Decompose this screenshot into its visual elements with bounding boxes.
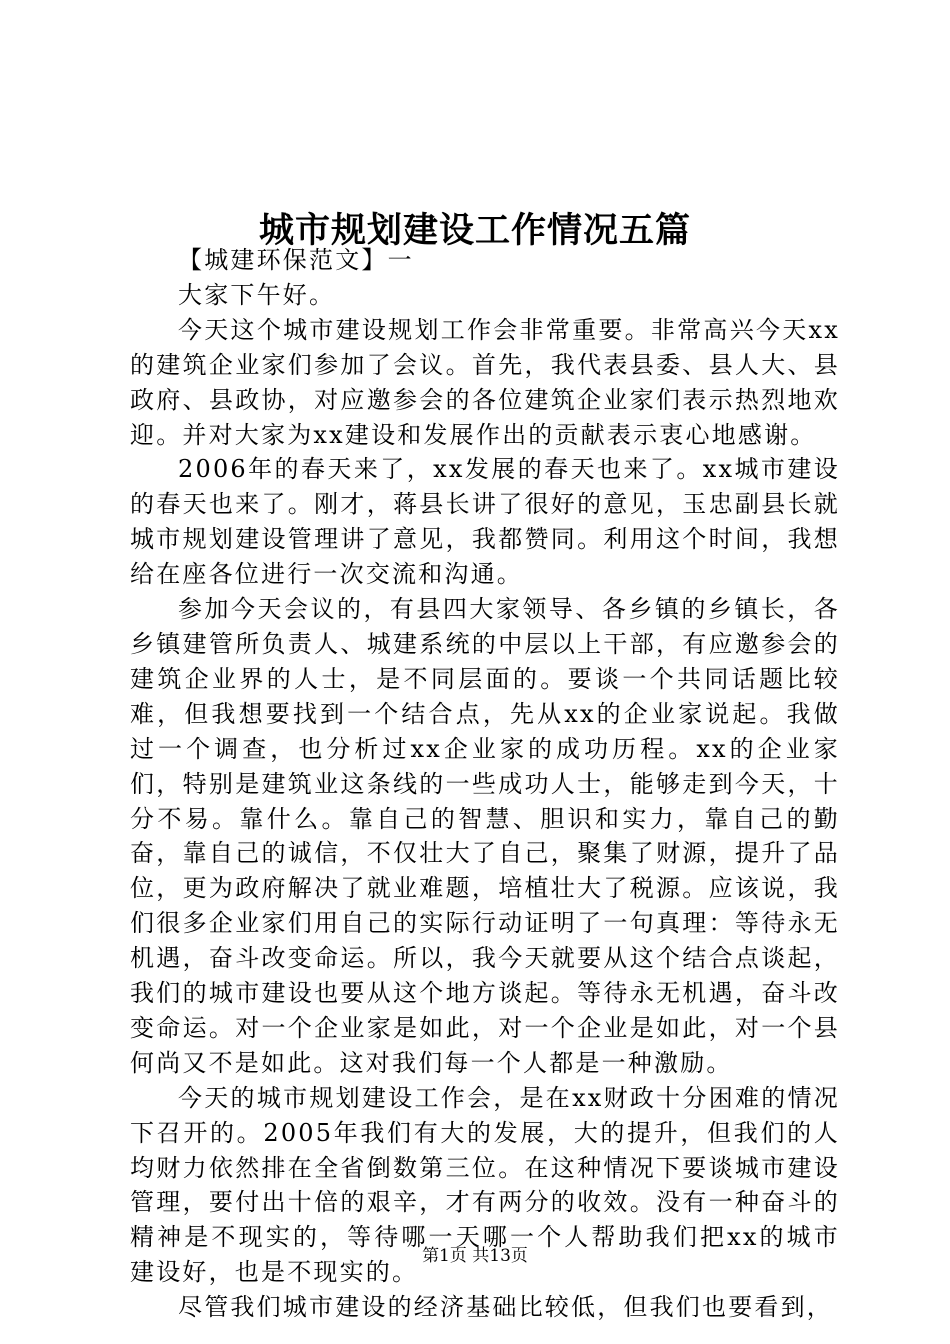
- document-body: [130, 243, 840, 1325]
- page-footer: 第1页 共13页: [422, 1246, 528, 1266]
- paragraph-4: 今天的城市规划建设工作会，是在xx财政十分困难的情况下召开的。2005年我们有大的发展，大的提升，但我们的人均财力依然排在全省倒数第三位。在这种情况下要谈城市建设管理，要付出十倍的艰辛，才有两分的收效。没有一种奋斗的精神是不现实的，等待哪一天哪一个人帮助我们把xx的城市建设好，也是不现实的。: [130, 1083, 840, 1287]
- paragraph-3: 参加今天会议的，有县四大家领导、各乡镇的乡镇长，各乡镇建管所负责人、城建系统的中层以上干部，有应邀参会的建筑企业界的人士，是不同层面的。要谈一个共同话题比较难，但我想要找到一个结合点，先从xx的企业家说起。我做过一个调查，也分析过xx企业家的成功历程。xx的企业家们，特别是建筑业这条线的一些成功人士，能够走到今天，十分不易。靠什么。靠自己的智慧、胆识和实力，靠自己的勤奋，靠自己的诚信，不仅壮大了自己，聚集了财源，提升了品位，更为政府解决了就业难题，培植壮大了税源。应该说，我们很多企业家们用自己的实际行动证明了一句真理：等待永无机遇，奋斗改变命运。所以，我今天就要从这个结合点谈起，我们的城市建设也要从这个地方谈起。等待永无机遇，奋斗改变命运。对一个企业家是如此，对一个企业是如此，对一个县何尚又不是如此。这对我们每一个人都是一种激励。: [130, 595, 840, 1077]
- paragraph-5: 尽管我们城市建设的经济基础比较低，但我们也要看到，: [178, 1293, 833, 1322]
- paragraph-1: 今天这个城市建设规划工作会非常重要。非常高兴今天xx的建筑企业家们参加了会议。首先，我代表县委、县人大、县政府、县政协，对应邀参会的各位建筑企业家们表示热烈地欢迎。并对大家为xx建设和发展作出的贡献表示衷心地感谢。: [130, 315, 840, 449]
- document-title: 城市规划建设工作情况五篇: [258, 210, 691, 252]
- paragraph-greeting: 大家下午好。: [178, 280, 336, 309]
- paragraph-2: 2006年的春天来了，xx发展的春天也来了。xx城市建设的春天也来了。刚才，蒋县长讲了很好的意见，玉忠副县长就城市规划建设管理讲了意见，我都赞同。利用这个时间，我想给在座各位进行一次交流和沟通。: [130, 455, 840, 589]
- paragraph-heading: 【城建环保范文】一: [178, 246, 414, 274]
